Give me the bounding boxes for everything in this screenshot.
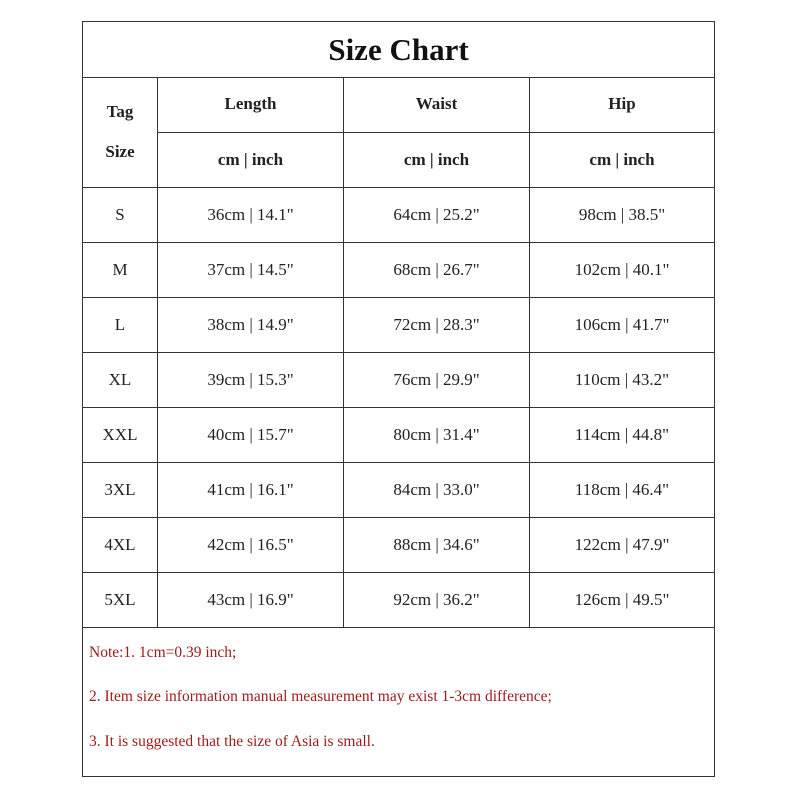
- tag-size-header: [83, 77, 158, 187]
- size-cell: XXL: [83, 407, 158, 462]
- length-unit: cm | inch: [158, 132, 344, 187]
- hip-cell: 98cm | 38.5": [530, 187, 715, 242]
- hip-cell: 110cm | 43.2": [530, 352, 715, 407]
- table-row: [83, 407, 714, 462]
- hip-header: Hip: [530, 77, 715, 132]
- waist-unit: cm | inch: [344, 132, 530, 187]
- tag-header-line1: Tag: [106, 101, 134, 121]
- hip-cell: 102cm | 40.1": [530, 242, 715, 297]
- length-cell: 43cm | 16.9": [158, 572, 344, 627]
- hip-cell: 126cm | 49.5": [530, 572, 715, 627]
- length-cell: 39cm | 15.3": [158, 352, 344, 407]
- waist-cell: 84cm | 33.0": [344, 462, 530, 517]
- length-cell: 38cm | 14.9": [158, 297, 344, 352]
- note-1: Note:1. 1cm=0.39 inch;: [89, 644, 237, 661]
- length-header: Length: [158, 77, 344, 132]
- size-cell: XL: [83, 352, 158, 407]
- length-cell: 41cm | 16.1": [158, 462, 344, 517]
- length-cell: 40cm | 15.7": [158, 407, 344, 462]
- hip-cell: 122cm | 47.9": [530, 517, 715, 572]
- table-row: [83, 517, 714, 572]
- hip-cell: 106cm | 41.7": [530, 297, 715, 352]
- note-3: 3. It is suggested that the size of Asia is small.: [89, 733, 375, 750]
- chart-title: Size Chart: [83, 22, 714, 78]
- table-row: [83, 352, 714, 407]
- hip-cell: 118cm | 46.4": [530, 462, 715, 517]
- hip-unit: cm | inch: [530, 132, 715, 187]
- table-row: [83, 242, 714, 297]
- waist-cell: 64cm | 25.2": [344, 187, 530, 242]
- table-row: [83, 462, 714, 517]
- waist-cell: 76cm | 29.9": [344, 352, 530, 407]
- table-row: [83, 187, 714, 242]
- size-chart: [82, 21, 715, 777]
- size-cell: 3XL: [83, 462, 158, 517]
- size-table: [83, 77, 714, 628]
- length-cell: 42cm | 16.5": [158, 517, 344, 572]
- units-row: [83, 132, 714, 187]
- size-cell: M: [83, 242, 158, 297]
- size-cell: L: [83, 297, 158, 352]
- header-row: [83, 77, 714, 132]
- waist-cell: 88cm | 34.6": [344, 517, 530, 572]
- size-cell: 5XL: [83, 572, 158, 627]
- size-rows: [83, 187, 714, 627]
- hip-cell: 114cm | 44.8": [530, 407, 715, 462]
- waist-cell: 68cm | 26.7": [344, 242, 530, 297]
- tag-header-line2: Size: [105, 141, 135, 161]
- waist-cell: 80cm | 31.4": [344, 407, 530, 462]
- table-row: [83, 572, 714, 627]
- length-cell: 37cm | 14.5": [158, 242, 344, 297]
- length-cell: 36cm | 14.1": [158, 187, 344, 242]
- size-cell: 4XL: [83, 517, 158, 572]
- waist-header: Waist: [344, 77, 530, 132]
- waist-cell: 72cm | 28.3": [344, 297, 530, 352]
- note-2: 2. Item size information manual measurement may exist 1-3cm difference;: [89, 688, 552, 705]
- table-row: [83, 297, 714, 352]
- waist-cell: 92cm | 36.2": [344, 572, 530, 627]
- size-cell: S: [83, 187, 158, 242]
